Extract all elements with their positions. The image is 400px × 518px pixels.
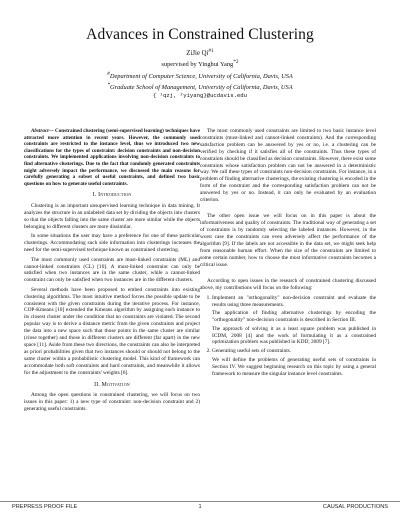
contribution-item-2: [212, 348, 376, 377]
contribution-2-detail-1: We will define the problems of generating useful sets of constraints in Section IV. We suggest beginning research on this topic by using a general framework to measure the singular instance level constraints.: [212, 356, 376, 377]
affiliation-1-sup: #: [107, 70, 110, 77]
contribution-2-title: 2. Generating useful sets of constraints.: [212, 348, 292, 355]
page-footer: [0, 501, 400, 514]
intro-paragraph-3: The most commonly used constraints are must-linked constraints (ML) and cannot-linked constraints (CL) [10]. A must-linked constraint can only be satisfied when two instances are in the same cluster, while a cannot-linked constraint can only be satisfied when two instances are in the different clusters.: [24, 256, 200, 284]
page-number: 1: [198, 504, 202, 510]
affiliation-2-sup: *: [107, 81, 110, 88]
abstract: [24, 128, 200, 187]
footer-right: CAUSAL PRODUCTIONS: [322, 504, 388, 510]
author-block: [0, 47, 400, 101]
supervisor-sup: *2: [233, 59, 239, 66]
right-paragraph-3: According to open issues in the research of constrained clustering discussed above, my contributions will focus on the following:: [200, 278, 376, 292]
section-heading-motivation: II. Motivation: [94, 381, 130, 388]
right-paragraph-2: The other open issue we will focus on in this paper is about the informativeness and quality of constraints. The traditional way of generating a set of constraints is by randomly selecting the labeled instances. However, in the worst case the constraints can even adversely affect the performance of the algorithm [9]. If the labels are not accessible in the data set, we might seek help from reasonable human effort. When the size of the constraints are limited to some certain number, how to choose the most informative constraints becomes a critical issue.: [200, 213, 376, 268]
affiliation-2-text: Graduate School of Management, University of California, Davis, USA: [110, 84, 293, 92]
contribution-1-detail-1: The application of finding alternative clusterings by encoding the "orthogonality" non-decision constraints is described in Section III.: [212, 310, 376, 324]
supervisor-line: [0, 58, 400, 69]
supervisor-text: supervised by Yinghui Yang: [161, 61, 234, 69]
contribution-1-title: 1. Implement an "orthogonality" non-decision constraint and evaluate the results using three measurements.: [212, 295, 376, 308]
affiliation-2: [0, 81, 400, 92]
affiliation-1: [0, 70, 400, 81]
right-paragraph-1: The most commonly used constraints are limited to two basic instance level constraints (must-linked and cannot-linked constraints). And the corresponding satisfaction problem can be answered by yes or no, i.e. a clustering can be verified by checking if it satisfies all of the constraints. Thus these types of constraints should be classified as decision constraints. However, there exist some constraints whose satisfaction problem can not be answered in a deterministic way. We call these types of constraints non-decision constraints. For instance, in a problem of finding alternative clusterings, the existing clustering is encoded in the form of the constraint and the corresponding satisfaction problem can not be answered by yes or no. Instead, it can only be evaluated by an evaluation criterion.: [200, 128, 377, 204]
intro-paragraph-4: Several methods have been proposed to embed constraints into existing clustering algorithms. The most intuitive method forces the possible update to be consistent with the given constraints during the iterative process. For instance, COP-Kmeans [10] extended the Kmeans algorithm by assigning each instance to its closest cluster under the condition that no constraints are violated. The second popular way is to derive a distance metric from the given constraints and project the data into a new space such that those points in the same cluster are similar (close together) and those in different clusters are different (far apart) in the new space [11]. Aside from these two directions, the constraints can also be interpreted as priori probabilities given that two instances should or should not belong to the same cluster within a probabilistic clustering model. This kind of framework can accommodate both soft constraints and hard constraints, and meanwhile it allows for the adjustment to the constraints' weights [6].: [24, 286, 200, 376]
motivation-paragraph-1: Among the open questions in constrained clustering, we will focus on two issues in this paper: 1) a new type of constraint: non-decision constraint and 2) generating useful constraints.: [24, 392, 200, 413]
intro-paragraph-2: In some situations the user may have a preference for one of these particular clusterings. Accommodating such side information into clusterings increases the need for the semi-supervised technique known as constrained clustering.: [24, 233, 200, 254]
contribution-list: [200, 295, 376, 377]
author-line: [0, 47, 400, 58]
paper-title: Advances in Constrained Clustering: [86, 26, 314, 43]
author-name: ZiJie Qi: [186, 50, 209, 58]
abstract-text: — Constrained clustering (semi-supervised learning) techniques have attracted more attention in recent years. However, the commonly used constraints are restricted to the instance level, thus we introduced two new classifications for the types of constraint: decision constraints and non-decision constraints. We implemented applications involving non-decision constraints to find alternative clusterings. Due to the fact that randomly generated constraints might adversely impact the performance, we discussed the main reasons for carefully generating a subset of useful constraints, and defined two basic questions on how to generate useful constraints.: [24, 128, 200, 187]
right-column: [200, 128, 376, 380]
abstract-label: Abstract: [31, 128, 49, 134]
affiliation-1-text: Department of Computer Science, University of California, Davis, USA: [109, 72, 293, 80]
author-name-sup: #1: [208, 48, 214, 54]
footer-left: PREPRESS PROOF FILE: [12, 504, 78, 510]
contribution-1-detail-2: The approach of solving it as a least square problem was published in ICDM, 2008 [4] and the work of formulating it as a constrained optimization problem was published in KDD, 2009 [7].: [212, 325, 376, 346]
intro-paragraph-1: Clustering is an important unsupervised learning technique in data mining. It analyzes the structure in an unlabeled data set by dividing the objects into clusters so that the objects falling into the same cluster are more similar while the objects belonging to different clusters are more dissimilar.: [24, 203, 200, 230]
contribution-item-1: [212, 295, 376, 346]
left-column: [24, 128, 200, 416]
author-emails: { ¹qzj, ²yiyang}@ucdavis.edu: [153, 92, 247, 100]
section-heading-introduction: I. Introduction: [92, 192, 132, 199]
